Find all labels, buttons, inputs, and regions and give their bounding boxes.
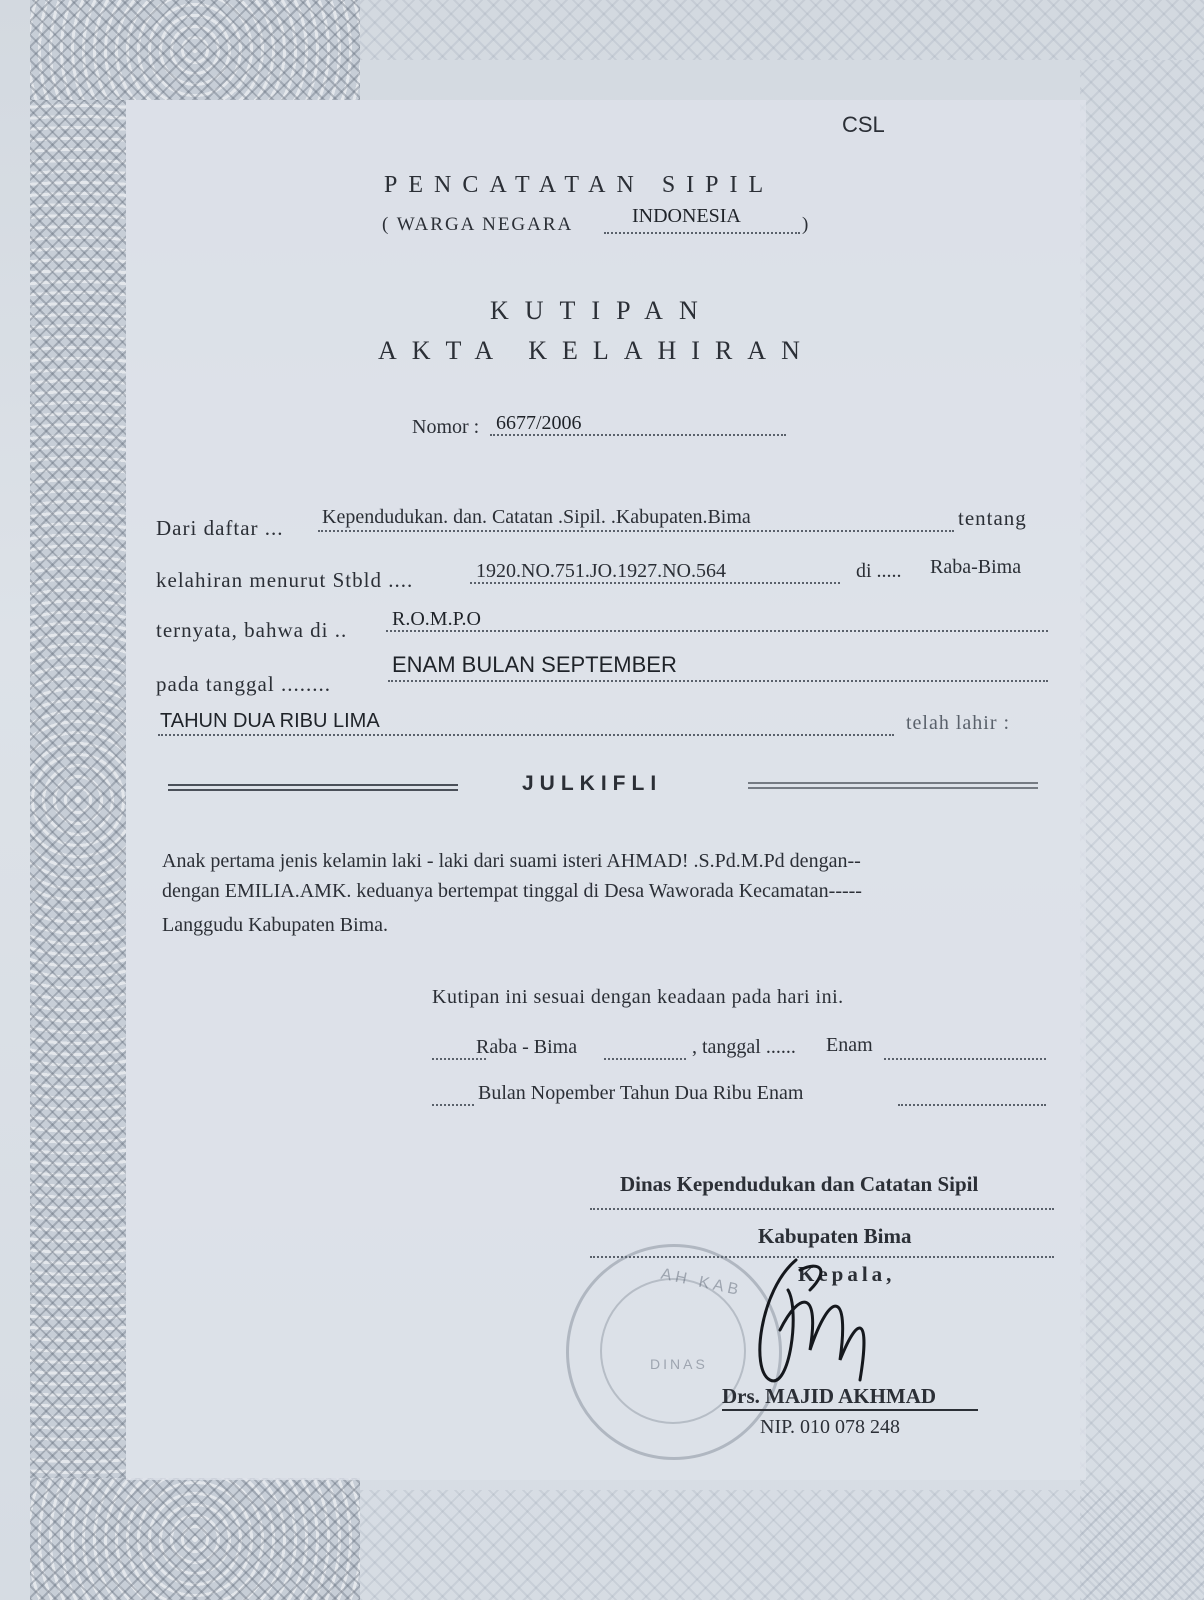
signatory-name: Drs. MAJID AKHMAD	[722, 1384, 937, 1408]
body-line4-value: ENAM BULAN SEPTEMBER	[392, 652, 677, 677]
citizenship-prefix: ( WARGA NEGARA	[382, 214, 574, 235]
document-code: CSL	[842, 112, 885, 137]
stamp-ring-text: AH KAB	[659, 1265, 744, 1300]
issuance-dots-e	[898, 1104, 1046, 1106]
body-line2-place: Raba-Bima	[930, 556, 1022, 578]
body-line4-label: pada tanggal ........	[156, 672, 331, 696]
faint-border-top	[360, 0, 1204, 60]
body-line1-dotted	[318, 530, 954, 532]
name-rule-left	[168, 784, 458, 791]
body-line3-value: R.O.M.P.O	[392, 608, 481, 630]
body-line3-dotted	[386, 630, 1048, 632]
body-line2-dotted	[470, 582, 840, 584]
issuance-date-label: , tanggal ......	[692, 1036, 796, 1058]
issuance-line2: Bulan Nopember Tahun Dua Ribu Enam	[478, 1082, 804, 1104]
signatory-position: Kepala,	[798, 1262, 896, 1286]
signatory-office: Dinas Kependudukan dan Catatan Sipil	[620, 1172, 979, 1196]
body-line4-dotted	[388, 680, 1048, 682]
issuance-place: Raba - Bima	[476, 1036, 578, 1058]
number-dotted-line	[490, 434, 786, 436]
citizenship-suffix: )	[802, 214, 809, 235]
signatory-nip: NIP. 010 078 248	[760, 1416, 901, 1438]
issuance-statement: Kutipan ini sesuai dengan keadaan pada hari ini.	[432, 986, 844, 1008]
citizenship-dotted-line	[604, 232, 800, 234]
parents-line1: Anak pertama jenis kelamin laki - laki dari suami isteri AHMAD! .S.Pd.M.Pd dengan--	[162, 850, 861, 872]
stamp-center-text: DINAS	[650, 1356, 708, 1372]
body-line1-end: tentang	[958, 506, 1027, 530]
body-line3-label: ternyata, bahwa di ..	[156, 618, 348, 642]
faint-border-right	[1080, 60, 1204, 1600]
body-line1-label: Dari daftar ...	[156, 516, 284, 540]
name-rule-right	[748, 782, 1038, 789]
header-title: PENCATATAN SIPIL	[384, 172, 775, 198]
doc-title-line2: AKTA KELAHIRAN	[378, 336, 815, 365]
number-label: Nomor :	[412, 416, 480, 438]
body-line5-value: TAHUN DUA RIBU LIMA	[160, 710, 380, 732]
issuance-date-value: Enam	[826, 1034, 873, 1056]
parents-line3: Langgudu Kabupaten Bima.	[162, 914, 389, 936]
body-line5-dotted	[158, 734, 894, 736]
body-line2-label: kelahiran menurut Stbld ....	[156, 568, 414, 592]
issuance-dots-b	[604, 1058, 686, 1060]
child-name: JULKIFLI	[522, 772, 663, 795]
issuance-dots-c	[884, 1058, 1046, 1060]
body-line2-value: 1920.NO.751.JO.1927.NO.564	[476, 560, 726, 582]
handwritten-signature	[740, 1250, 910, 1400]
guilloche-border-top	[30, 0, 360, 100]
parents-line2: dengan EMILIA.AMK. keduanya bertempat tinggal di Desa Waworada Kecamatan-----	[162, 880, 862, 902]
faint-border-bottom	[360, 1490, 1204, 1600]
doc-title-line1: KUTIPAN	[490, 296, 714, 325]
signatory-name-underline	[722, 1409, 978, 1411]
issuance-dots-d	[432, 1104, 474, 1106]
number-value: 6677/2006	[496, 412, 582, 434]
citizenship-value: INDONESIA	[632, 205, 741, 227]
guilloche-border-bottom	[30, 1478, 360, 1600]
signatory-office-dotted	[590, 1208, 1054, 1210]
body-line2-di: di .....	[856, 560, 902, 582]
body-line1-value: Kependudukan. dan. Catatan .Sipil. .Kabupaten.Bima	[322, 506, 751, 528]
signatory-regency: Kabupaten Bima	[758, 1224, 912, 1248]
guilloche-border-left	[30, 0, 126, 1600]
body-line5-end: telah lahir :	[906, 712, 1011, 734]
